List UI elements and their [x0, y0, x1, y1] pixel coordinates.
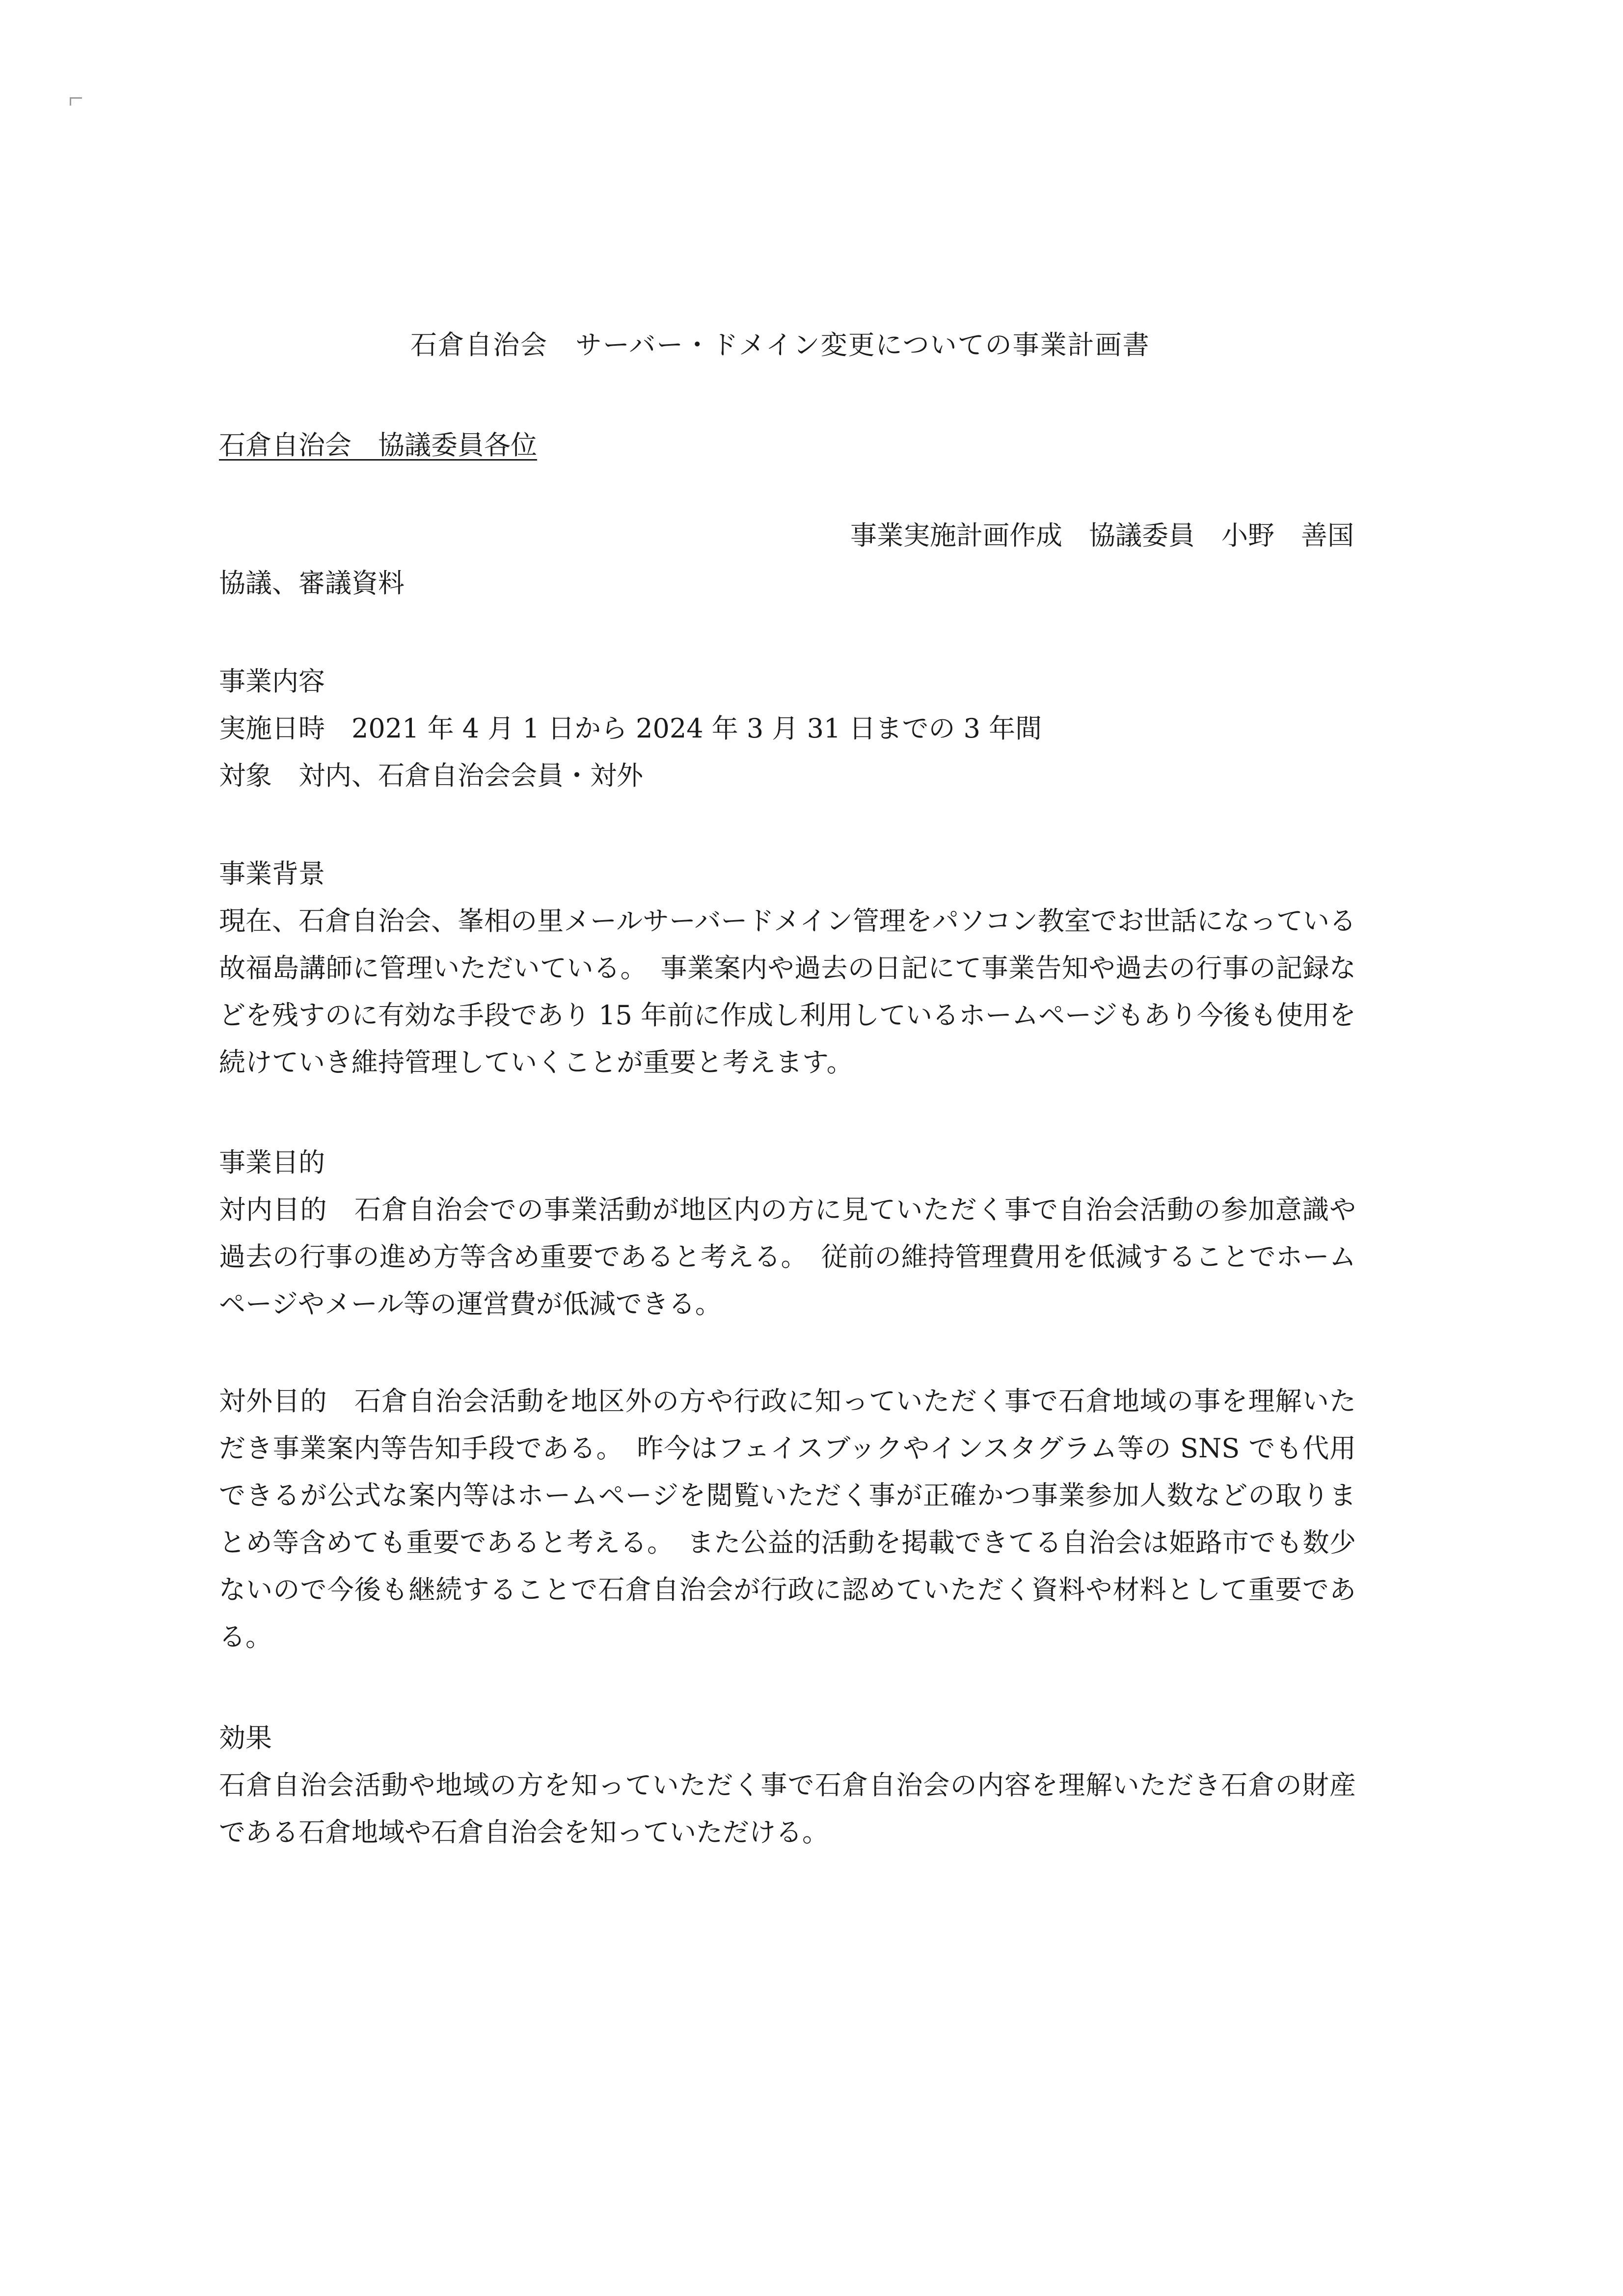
- purpose-external-section: [219, 1378, 1356, 1661]
- background-text: 現在、石倉自治会、峯相の里メールサーバードメイン管理をパソコン教室でお世話になっている故福島講師に管理いただいている。 事業案内や過去の日記にて事業告知や過去の行事の記録などを残すのに有効な手段であり 15 年前に作成し利用しているホームページもあり今後も使用を続けていき維持管理していくことが重要と考えます。: [219, 905, 1356, 1078]
- overview-schedule: 実施日時 2021 年 4 月 1 日から 2024 年 3 月 31 日までの 3 年間: [219, 713, 1042, 744]
- overview-section: [219, 658, 1356, 799]
- doc-type-block: [219, 560, 1356, 607]
- document-title: 石倉自治会 サーバー・ドメイン変更についての事業計画書: [410, 329, 1150, 360]
- addressee: 石倉自治会 協議委員各位: [219, 430, 537, 461]
- effect-heading: 効果: [219, 1722, 272, 1753]
- background-heading: 事業背景: [219, 858, 325, 889]
- effect-text: 石倉自治会活動や地域の方を知っていただく事で石倉自治会の内容を理解いただき石倉の財産である石倉地域や石倉自治会を知っていただける。: [219, 1770, 1356, 1848]
- doc-type: 協議、審議資料: [219, 568, 405, 599]
- effect-section: [219, 1715, 1356, 1856]
- scan-corner-mark: [70, 97, 82, 106]
- overview-target: 対象 対内、石倉自治会会員・対外: [219, 760, 643, 791]
- overview-heading: 事業内容: [219, 666, 325, 697]
- purpose-external: 対外目的 石倉自治会活動を地区外の方や行政に知っていただく事で石倉地域の事を理解いただき事業案内等告知手段である。 昨今はフェイスブックやインスタグラム等の SNS でも代用できるが公式な案内等はホームページを閲覧いただく事が正確かつ事業参加人数などの取りまとめ等含めても重要であると考える。 また公益的活動を掲載できてる自治会は姫路市でも数少ないので今後も継続することで石倉自治会が行政に認めていただく資料や材料として重要である。: [219, 1386, 1356, 1652]
- purpose-section: [219, 1139, 1356, 1328]
- purpose-internal: 対内目的 石倉自治会での事業活動が地区内の方に見ていただく事で自治会活動の参加意識や過去の行事の進め方等含め重要であると考える。 従前の維持管理費用を低減することでホームページやメール等の運営費が低減できる。: [219, 1194, 1356, 1319]
- purpose-heading: 事業目的: [219, 1147, 325, 1178]
- background-section: [219, 850, 1356, 1086]
- author-line: 事業実施計画作成 協議委員 小野 善国: [850, 520, 1354, 551]
